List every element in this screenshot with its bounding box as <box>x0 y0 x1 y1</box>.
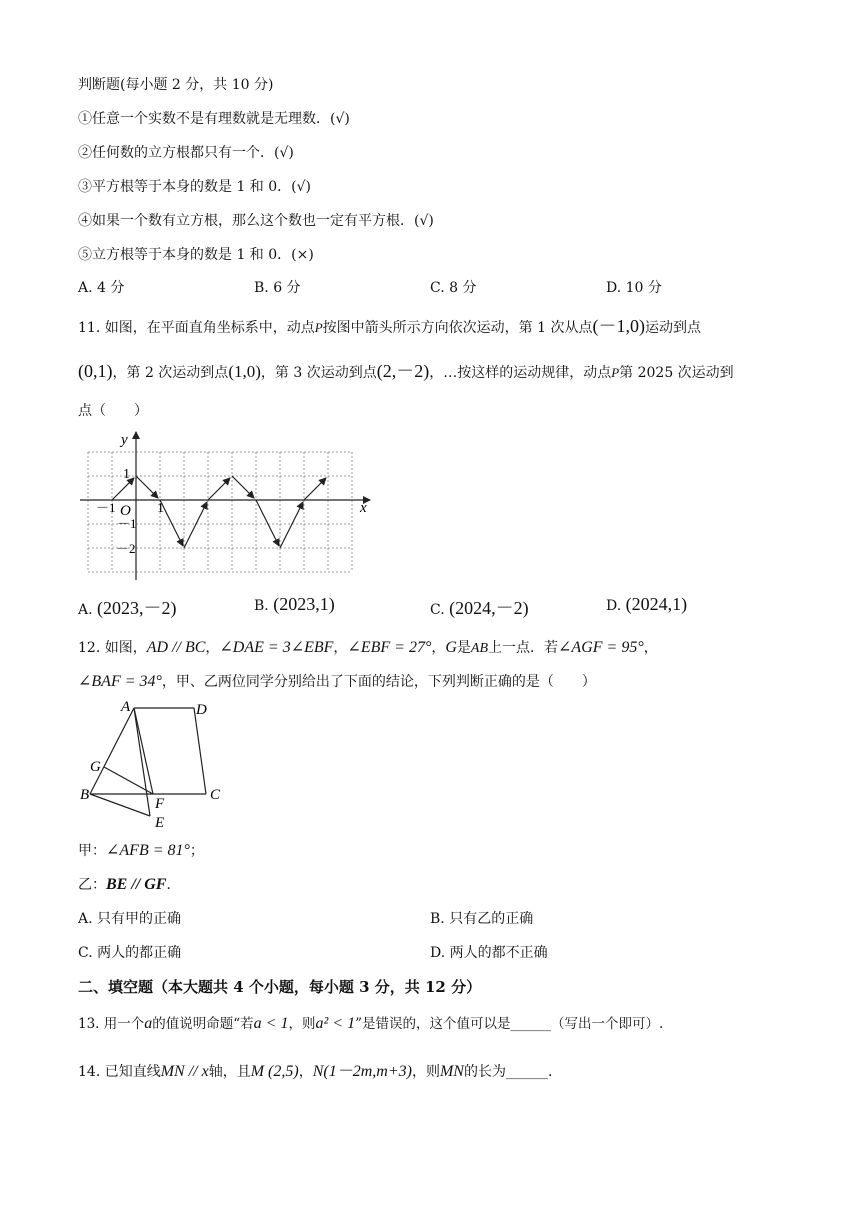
line-mn: MN // x <box>160 1063 209 1080</box>
q11-text: ，…按这样的运动规律，动点 <box>429 365 612 381</box>
condition-parallel: AD // BC <box>146 639 206 656</box>
jia-label: 甲： <box>78 843 106 859</box>
yi-statement: BE // GF <box>106 876 167 893</box>
judge-item-4: ④如果一个数有立方根，那么这个数也一定有平方根．(√) <box>78 213 434 229</box>
point-m: M (2,5) <box>250 1063 299 1080</box>
segment-ab: AB <box>470 641 489 656</box>
judge-option-c: C. 8 分 <box>430 280 477 296</box>
q12-text: 上一点．若 <box>488 640 559 656</box>
yi-label: 乙： <box>78 877 106 893</box>
conclusion: a² < 1 <box>315 1015 356 1032</box>
option-value: (2024,1) <box>625 594 688 614</box>
section-2-heading: 二、填空题（本大题共 4 个小题，每小题 3 分，共 12 分） <box>78 978 482 996</box>
option-value: (2024,－2) <box>449 598 529 618</box>
q12-option-c: C. 两人的都正确 <box>78 945 182 961</box>
segment-mn: MN <box>439 1063 464 1080</box>
label-a: A <box>121 699 131 715</box>
label-e: E <box>155 815 165 831</box>
point-first: (0,1) <box>78 361 113 381</box>
judge-header: 判断题(每小题 2 分，共 10 分) <box>78 77 274 93</box>
y-tick-1: 1 <box>123 467 130 482</box>
y-axis-label: y <box>121 432 128 448</box>
x-tick-neg1: －1 <box>96 500 116 515</box>
q12-option-d: D. 两人的都不正确 <box>430 945 548 961</box>
q11-text: 第 2025 次运动到 <box>619 365 734 381</box>
q12-conclusion-yi <box>78 874 180 894</box>
option-label: B. <box>254 598 269 614</box>
judge-option-a: A. 4 分 <box>78 280 125 296</box>
x-tick-1: 1 <box>157 501 164 516</box>
point-second: (1,0) <box>228 362 261 381</box>
q12-text: ， <box>333 640 348 656</box>
q12-text: ， <box>643 640 658 656</box>
q11-line-2 <box>78 357 734 383</box>
q14-text: ，则 <box>411 1064 440 1080</box>
q12-geometry-figure <box>78 698 238 834</box>
point-n: N(1－2m,m+3) <box>312 1063 412 1080</box>
q11-text: ，第 2 次运动到点 <box>112 365 229 381</box>
label-b: B <box>80 787 90 803</box>
condition-angle-agf: ∠AGF = 95° <box>558 639 644 656</box>
q12-line-2 <box>78 671 596 691</box>
condition-angle-ebf: ∠EBF = 27° <box>347 639 432 656</box>
point-start: (－1,0) <box>592 316 645 336</box>
q12-text: ， <box>205 640 220 656</box>
point-p: P <box>314 320 323 335</box>
q14-text: 的长为______. <box>463 1064 553 1080</box>
q12-text: ，甲、乙两位同学分别给出了下面的结论，下列判断正确的是（ ） <box>161 674 596 690</box>
q11-line-3: 点（ ） <box>78 403 148 419</box>
condition-angle-dae: ∠DAE = 3∠EBF <box>219 639 334 656</box>
judge-item-3: ③平方根等于本身的数是 1 和 0．(√) <box>78 179 312 195</box>
q11-coordinate-figure <box>80 428 380 583</box>
q12-text: 是 <box>456 640 471 656</box>
q11-text: 11. 如图，在平面直角坐标系中，动点 <box>78 320 315 336</box>
q13-text: ”是错误的，这个值可以是______（写出一个即可）. <box>355 1016 664 1032</box>
option-label: D. <box>606 598 622 614</box>
y-tick-neg1: －1 <box>117 516 137 531</box>
condition-angle-baf: ∠BAF = 34° <box>78 673 162 690</box>
label-c: C <box>210 787 221 803</box>
q12-text: ； <box>189 843 204 859</box>
q12-text: 12. 如图， <box>78 640 147 656</box>
q11-text: 运动到点 <box>644 320 701 336</box>
y-tick-neg2: －2 <box>116 541 136 556</box>
point-g: G <box>445 639 457 656</box>
q13-text: ，则 <box>288 1016 316 1032</box>
q12-text: ． <box>166 877 181 893</box>
label-f: F <box>155 796 165 812</box>
judge-option-d: D. 10 分 <box>606 280 662 296</box>
q13-text: 的值说明命题“若 <box>152 1016 254 1032</box>
q11-option-b <box>254 594 335 615</box>
x-axis-label: x <box>360 500 367 516</box>
q11-line-1 <box>78 312 701 338</box>
point-third: (2,－2) <box>376 361 430 381</box>
judge-item-5: ⑤立方根等于本身的数是 1 和 0．(×) <box>78 247 314 263</box>
q14-line <box>78 1058 552 1081</box>
option-value: (2023,1) <box>273 594 335 614</box>
q11-option-c <box>430 594 529 620</box>
q13-line <box>78 1012 663 1033</box>
judge-option-b: B. 6 分 <box>254 280 301 296</box>
judge-item-2: ②任何数的立方根都只有一个．(√) <box>78 145 294 161</box>
q12-option-a: A. 只有甲的正确 <box>78 911 182 927</box>
q13-text: 13. 用一个 <box>78 1016 145 1032</box>
origin-label: O <box>120 503 131 519</box>
q14-text: ， <box>298 1064 313 1080</box>
variable-a: a <box>144 1015 153 1032</box>
q11-text: ，第 3 次运动到点 <box>260 365 377 381</box>
q11-option-d <box>606 594 687 615</box>
option-label: C. <box>430 602 445 618</box>
q12-line-1 <box>78 637 658 657</box>
option-value: (2023,－2) <box>97 598 177 618</box>
q12-text: ， <box>431 640 446 656</box>
judge-item-1: ①任意一个实数不是有理数就是无理数．(√) <box>78 111 350 127</box>
q12-conclusion-jia <box>78 840 204 860</box>
condition: a < 1 <box>253 1015 289 1032</box>
label-d: D <box>196 702 207 718</box>
q14-text: 轴，且 <box>208 1064 251 1080</box>
q11-option-a <box>78 594 177 620</box>
jia-statement: ∠AFB = 81° <box>106 842 190 859</box>
point-p: P <box>611 365 620 380</box>
label-g: G <box>90 759 101 775</box>
q14-text: 14. 已知直线 <box>78 1064 161 1080</box>
q11-text: 按图中箭头所示方向依次运动，第 1 次从点 <box>322 320 593 336</box>
option-label: A. <box>78 602 93 618</box>
q12-option-b: B. 只有乙的正确 <box>430 911 534 927</box>
